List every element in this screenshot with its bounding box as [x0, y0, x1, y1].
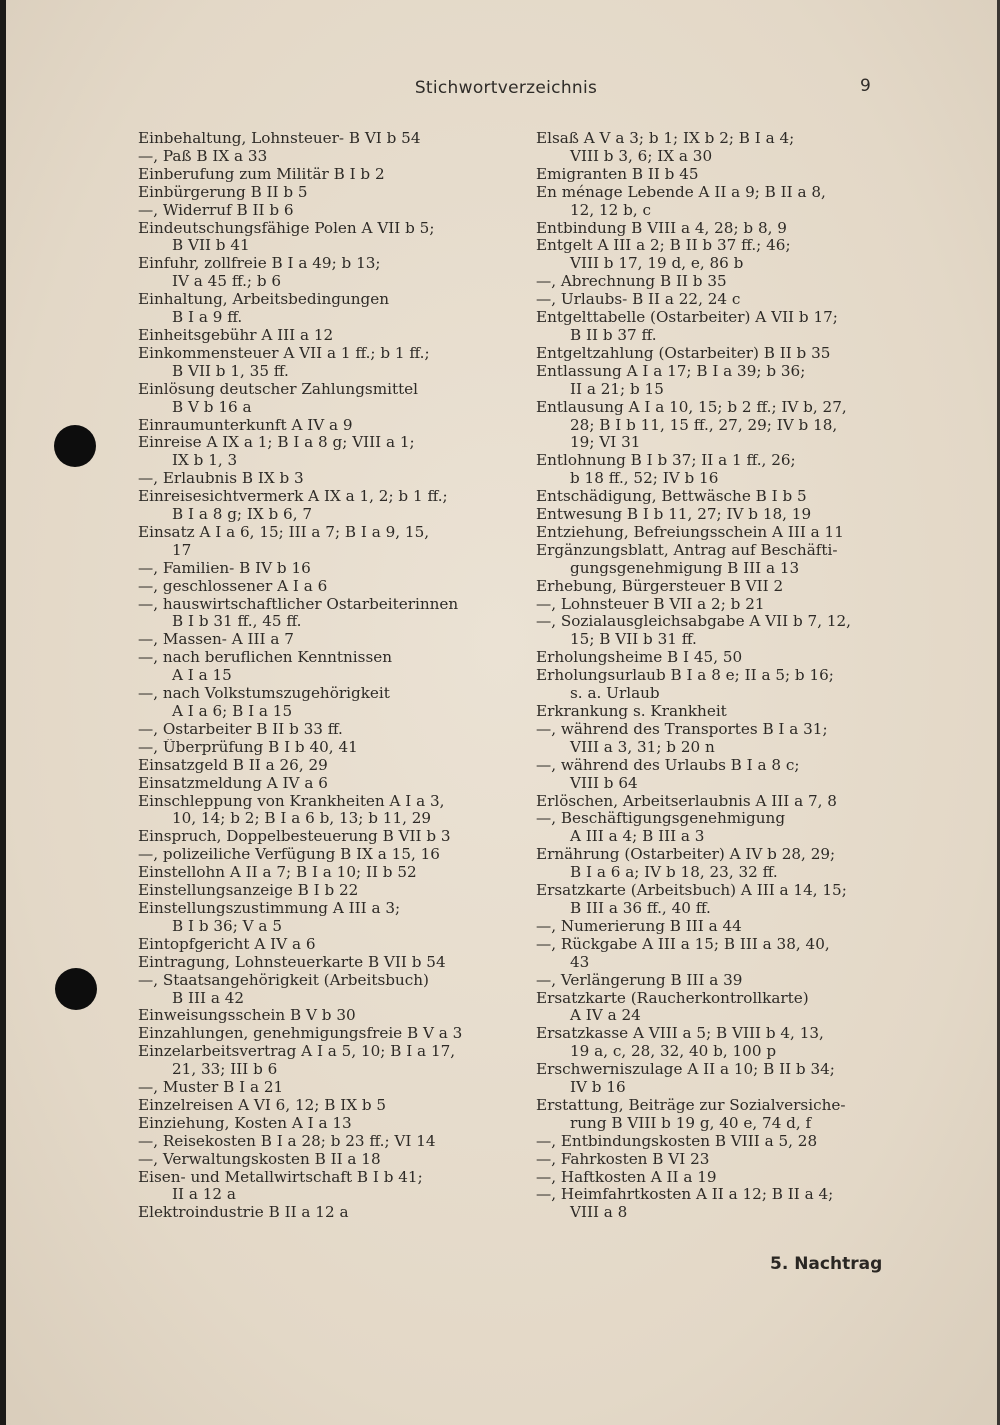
index-entry-text: Ergänzungsblatt, Antrag auf Beschäfti-: [536, 541, 838, 559]
index-entry: [138, 596, 508, 632]
index-entry: [138, 846, 508, 864]
index-entry-text: Emigranten B II b 45: [536, 165, 699, 183]
index-entry-text: —, Abrechnung B II b 35: [536, 273, 727, 291]
index-entry-continuation: 28; B I b 11, 15 ff., 27, 29; IV b 18,: [570, 416, 838, 434]
index-entry-continuation: II a 12 a: [172, 1186, 236, 1204]
index-entry-continuation: s. a. Urlaub: [570, 685, 660, 703]
index-entry-text: Erholungsheime B I 45, 50: [536, 649, 743, 667]
index-entry-continuation: VIII b 3, 6; IX a 30: [570, 147, 713, 165]
index-entry-text: Einstellungsanzeige B I b 22: [138, 882, 359, 900]
index-entry-continuation: IV a 45 ff.; b 6: [172, 273, 282, 291]
index-entry-text: —, Entbindungskosten B VIII a 5, 28: [536, 1132, 818, 1150]
index-entry-text: Einbürgerung B II b 5: [138, 183, 308, 201]
index-entry-continuation: A IV a 24: [570, 1007, 641, 1025]
index-entry: [138, 954, 508, 972]
index-entry-text: —, während des Urlaubs B I a 8 c;: [536, 756, 800, 774]
index-entry: [536, 918, 906, 936]
index-entry-text: Einweisungsschein B V b 30: [138, 1007, 356, 1025]
index-entry-text: Einfuhr, zollfreie B I a 49; b 13;: [138, 255, 381, 273]
index-entry: [536, 721, 906, 757]
index-entry-continuation: B I a 9 ff.: [172, 309, 243, 327]
index-entry: [536, 990, 906, 1026]
index-entry: [536, 882, 906, 918]
index-entry-text: —, Überprüfung B I b 40, 41: [138, 738, 358, 756]
index-entry-continuation: 12, 12 b, c: [570, 201, 652, 219]
index-column-right: [536, 130, 906, 1222]
index-entry: [536, 649, 906, 667]
index-entry-continuation: B I a 8 g; IX b 6, 7: [172, 506, 313, 524]
index-entry: [536, 291, 906, 309]
index-entry-text: —, Verwaltungskosten B II a 18: [138, 1150, 381, 1168]
index-entry-text: —, Heimfahrtkosten A II a 12; B II a 4;: [536, 1186, 834, 1204]
index-entry: [138, 220, 508, 256]
index-entry-text: —, Muster B I a 21: [138, 1079, 284, 1097]
index-entry: [536, 524, 906, 542]
index-entry-text: Einheitsgebühr A III a 12: [138, 326, 334, 344]
index-entry: [138, 1204, 508, 1222]
index-entry-text: —, polizeiliche Verfügung B IX a 15, 16: [138, 846, 440, 864]
index-entry-continuation: 21, 33; III b 6: [172, 1061, 278, 1079]
index-entry: [138, 757, 508, 775]
index-entry: [536, 273, 906, 291]
index-entry: [138, 417, 508, 435]
index-entry: [536, 488, 906, 506]
index-entry-continuation: B II b 37 ff.: [570, 326, 657, 344]
index-entry-text: Einsatz A I a 6, 15; III a 7; B I a 9, 15,: [138, 523, 430, 541]
index-entry: [536, 846, 906, 882]
index-entry: [138, 1079, 508, 1097]
index-entry-continuation: gungsgenehmigung B III a 13: [570, 559, 800, 577]
index-entry: [138, 972, 508, 1008]
index-entry: [536, 184, 906, 220]
index-entry: [138, 560, 508, 578]
index-entry-text: Eisen- und Metallwirtschaft B I b 41;: [138, 1168, 423, 1186]
index-entry-continuation: B V b 16 a: [172, 398, 252, 416]
index-entry: [138, 291, 508, 327]
index-entry-continuation: II a 21; b 15: [570, 380, 664, 398]
index-entry: [536, 667, 906, 703]
index-entry: [536, 220, 906, 238]
index-entry: [138, 864, 508, 882]
index-entry-text: Ersatzkarte (Raucherkontrollkarte): [536, 989, 809, 1007]
index-entry: [138, 524, 508, 560]
page-number: 9: [860, 76, 871, 96]
index-entry-text: Erstattung, Beiträge zur Sozialversiche-: [536, 1096, 846, 1114]
index-entry-text: Einberufung zum Militär B I b 2: [138, 165, 385, 183]
index-entry-text: Erkrankung s. Krankheit: [536, 703, 727, 720]
index-entry-text: Eintragung, Lohnsteuerkarte B VII b 54: [138, 953, 446, 971]
index-entry-text: Einbehaltung, Lohnsteuer- B VI b 54: [138, 130, 421, 147]
index-column-left: [138, 130, 508, 1222]
index-entry: [536, 578, 906, 596]
supplement-label: 5. Nachtrag: [770, 1254, 883, 1274]
index-entry: [536, 793, 906, 811]
index-entry-text: —, Familien- B IV b 16: [138, 559, 311, 577]
index-entry-continuation: 17: [172, 541, 192, 559]
index-entry-continuation: B III a 42: [172, 989, 245, 1007]
index-entry-continuation: B I a 6 a; IV b 18, 23, 32 ff.: [570, 864, 778, 882]
index-entry-text: Einkommensteuer A VII a 1 ff.; b 1 ff.;: [138, 344, 430, 362]
index-entry-text: Entgelttabelle (Ostarbeiter) A VII b 17;: [536, 309, 838, 327]
index-entry-text: Entlausung A I a 10, 15; b 2 ff.; IV b, 27,: [536, 398, 847, 416]
index-entry: [138, 828, 508, 846]
index-entry-text: Einsatzmeldung A IV a 6: [138, 774, 328, 792]
index-entry-text: —, Sozialausgleichsabgabe A VII b 7, 12,: [536, 613, 851, 631]
index-entry: [138, 470, 508, 488]
index-entry-text: —, Haftkosten A II a 19: [536, 1168, 717, 1186]
index-entry-text: —, Numerierung B III a 44: [536, 917, 742, 935]
punch-hole-bottom: [55, 968, 97, 1010]
index-entry: [536, 1061, 906, 1097]
index-entry-text: Einhaltung, Arbeitsbedingungen: [138, 291, 390, 309]
index-entry-text: Einstellungszustimmung A III a 3;: [138, 899, 401, 917]
index-entry-text: Einschleppung von Krankheiten A I a 3,: [138, 792, 445, 810]
index-entry-text: Entziehung, Befreiungsschein A III a 11: [536, 523, 844, 541]
index-entry: [536, 399, 906, 453]
index-entry-text: Einstellohn A II a 7; B I a 10; II b 52: [138, 864, 417, 882]
index-entry-continuation: 15; B VII b 31 ff.: [570, 631, 697, 649]
index-entry: [536, 757, 906, 793]
index-entry-text: Erschwerniszulage A II a 10; B II b 34;: [536, 1061, 835, 1079]
index-entry-continuation: B VII b 1, 35 ff.: [172, 362, 289, 380]
index-entry: [138, 900, 508, 936]
index-entry-text: Einreise A IX a 1; B I a 8 g; VIII a 1;: [138, 434, 415, 452]
index-entry-continuation: A I a 6; B I a 15: [172, 703, 293, 720]
index-entry-continuation: b 18 ff., 52; IV b 16: [570, 470, 719, 488]
index-entry: [138, 130, 508, 148]
index-entry-continuation: 19; VI 31: [570, 434, 641, 452]
index-entry-continuation: VIII b 17, 19 d, e, 86 b: [570, 255, 744, 273]
index-entry-text: Entlassung A I a 17; B I a 39; b 36;: [536, 362, 806, 380]
index-entry-text: Entbindung B VIII a 4, 28; b 8, 9: [536, 219, 787, 237]
index-entry-text: Einreisesichtvermerk A IX a 1, 2; b 1 ff.;: [138, 488, 448, 506]
index-entry: [536, 703, 906, 721]
index-entry-text: —, Urlaubs- B II a 22, 24 c: [536, 291, 741, 309]
index-entry-text: —, hauswirtschaftlicher Ostarbeiterinnen: [138, 595, 459, 613]
index-entry: [138, 1115, 508, 1133]
index-entry-text: —, geschlossener A I a 6: [138, 577, 328, 595]
index-entry: [138, 936, 508, 954]
index-entry: [536, 130, 906, 166]
index-entry-text: Eindeutschungsfähige Polen A VII b 5;: [138, 219, 435, 237]
index-entry: [536, 596, 906, 614]
index-entry-text: Ersatzkarte (Arbeitsbuch) A III a 14, 15;: [536, 882, 847, 900]
index-entry: [536, 1169, 906, 1187]
index-entry-text: En ménage Lebende A II a 9; B II a 8,: [536, 183, 826, 201]
index-entry-text: Ernährung (Ostarbeiter) A IV b 28, 29;: [536, 846, 836, 864]
index-entry-text: —, Reisekosten B I a 28; b 23 ff.; VI 14: [138, 1132, 436, 1150]
index-entry-continuation: 19 a, c, 28, 32, 40 b, 100 p: [570, 1043, 777, 1061]
index-entry-text: —, Paß B IX a 33: [138, 147, 268, 165]
index-entry-text: —, Lohnsteuer B VII a 2; b 21: [536, 595, 765, 613]
index-entry-continuation: rung B VIII b 19 g, 40 e, 74 d, f: [570, 1114, 812, 1132]
index-entry-text: —, Massen- A III a 7: [138, 631, 294, 649]
index-entry: [138, 1043, 508, 1079]
index-entry-text: Entlohnung B I b 37; II a 1 ff., 26;: [536, 452, 796, 470]
index-entry-continuation: VIII a 3, 31; b 20 n: [570, 738, 715, 756]
index-entry-text: —, Fahrkosten B VI 23: [536, 1150, 710, 1168]
index-entry: [138, 882, 508, 900]
index-entry: [138, 739, 508, 757]
index-entry: [138, 578, 508, 596]
index-entry-continuation: VIII b 64: [570, 774, 638, 792]
index-entry: [536, 452, 906, 488]
index-entry-text: Einsatzgeld B II a 26, 29: [138, 756, 328, 774]
index-entry-text: —, nach beruflichen Kenntnissen: [138, 649, 393, 667]
index-entry-text: —, Rückgabe A III a 15; B III a 38, 40,: [536, 935, 830, 953]
index-entry-text: Elsaß A V a 3; b 1; IX b 2; B I a 4;: [536, 130, 795, 147]
index-entry: [536, 506, 906, 524]
index-entry-continuation: B III a 36 ff., 40 ff.: [570, 899, 711, 917]
index-entry-text: Entgeltzahlung (Ostarbeiter) B II b 35: [536, 344, 831, 362]
index-entry-text: —, während des Transportes B I a 31;: [536, 720, 828, 738]
index-entry-text: —, nach Volkstumszugehörigkeit: [138, 685, 390, 703]
index-entry-text: Ersatzkasse A VIII a 5; B VIII b 4, 13,: [536, 1025, 824, 1043]
index-entry: [138, 1097, 508, 1115]
index-entry: [536, 237, 906, 273]
index-entry-text: Einspruch, Doppelbesteuerung B VII b 3: [138, 828, 451, 846]
index-entry-continuation: IV b 16: [570, 1079, 626, 1097]
index-entry: [536, 936, 906, 972]
index-entry-text: Einzelreisen A VI 6, 12; B IX b 5: [138, 1096, 387, 1114]
index-entry-continuation: VIII a 8: [570, 1204, 628, 1222]
index-entry: [138, 488, 508, 524]
index-entry-text: Erholungsurlaub B I a 8 e; II a 5; b 16;: [536, 667, 834, 685]
index-entry: [138, 1133, 508, 1151]
index-entry-continuation: B VII b 41: [172, 237, 250, 255]
index-entry: [138, 649, 508, 685]
index-entry: [536, 1186, 906, 1222]
scan-left-edge: [0, 0, 6, 1425]
index-entry: [138, 434, 508, 470]
index-entry-text: Entwesung B I b 11, 27; IV b 18, 19: [536, 506, 812, 524]
index-entry: [138, 1007, 508, 1025]
index-entry-text: Einzelarbeitsvertrag A I a 5, 10; B I a 17,: [138, 1043, 456, 1061]
index-entry-continuation: B I b 36; V a 5: [172, 917, 282, 935]
index-entry-continuation: A III a 4; B III a 3: [570, 828, 705, 846]
index-entry: [536, 1097, 906, 1133]
index-entry-continuation: A I a 15: [172, 667, 232, 685]
index-entry: [138, 202, 508, 220]
index-entry-text: Erhebung, Bürgersteuer B VII 2: [536, 577, 784, 595]
index-entry-continuation: 43: [570, 953, 590, 971]
index-entry: [536, 613, 906, 649]
index-entry-text: —, Erlaubnis B IX b 3: [138, 470, 304, 488]
index-entry-text: Elektroindustrie B II a 12 a: [138, 1204, 349, 1222]
index-entry-text: Einzahlungen, genehmigungsfreie B V a 3: [138, 1025, 463, 1043]
index-entry: [138, 327, 508, 345]
index-entry: [536, 1151, 906, 1169]
index-entry: [536, 972, 906, 990]
index-entry: [138, 721, 508, 739]
index-entry-text: —, Ostarbeiter B II b 33 ff.: [138, 720, 343, 738]
index-entry-continuation: 10, 14; b 2; B I a 6 b, 13; b 11, 29: [172, 810, 432, 828]
index-entry-text: Einziehung, Kosten A I a 13: [138, 1114, 352, 1132]
index-entry-text: —, Staatsangehörigkeit (Arbeitsbuch): [138, 971, 429, 989]
index-entry: [138, 1025, 508, 1043]
index-entry-text: Eintopfgericht A IV a 6: [138, 935, 316, 953]
index-entry-text: Einraumunterkunft A IV a 9: [138, 416, 353, 434]
punch-hole-top: [54, 425, 96, 467]
index-entry: [536, 345, 906, 363]
index-entry: [536, 363, 906, 399]
index-entry: [138, 1151, 508, 1169]
index-entry: [536, 309, 906, 345]
index-entry: [138, 685, 508, 721]
index-entry: [138, 775, 508, 793]
index-entry: [138, 166, 508, 184]
index-entry: [138, 148, 508, 166]
index-entry: [536, 166, 906, 184]
index-entry: [138, 793, 508, 829]
page-title: Stichwortverzeichnis: [414, 78, 598, 98]
index-entry-text: —, Beschäftigungsgenehmigung: [536, 810, 786, 828]
index-entry: [138, 1169, 508, 1205]
index-entry-continuation: B I b 31 ff., 45 ff.: [172, 613, 302, 631]
index-entry: [138, 345, 508, 381]
index-entry-text: —, Verlängerung B III a 39: [536, 971, 743, 989]
index-entry: [138, 381, 508, 417]
index-entry-text: —, Widerruf B II b 6: [138, 201, 294, 219]
index-entry: [138, 255, 508, 291]
index-entry-continuation: IX b 1, 3: [172, 452, 238, 470]
index-entry: [536, 810, 906, 846]
index-entry: [536, 1025, 906, 1061]
index-entry: [536, 1133, 906, 1151]
index-entry-text: Erlöschen, Arbeitserlaubnis A III a 7, 8: [536, 792, 837, 810]
index-entry-text: Einlösung deutscher Zahlungsmittel: [138, 380, 419, 398]
index-entry: [138, 184, 508, 202]
index-entry: [138, 631, 508, 649]
index-entry-text: Entgelt A III a 2; B II b 37 ff.; 46;: [536, 237, 791, 255]
index-entry-text: Entschädigung, Bettwäsche B I b 5: [536, 488, 807, 506]
index-entry: [536, 542, 906, 578]
